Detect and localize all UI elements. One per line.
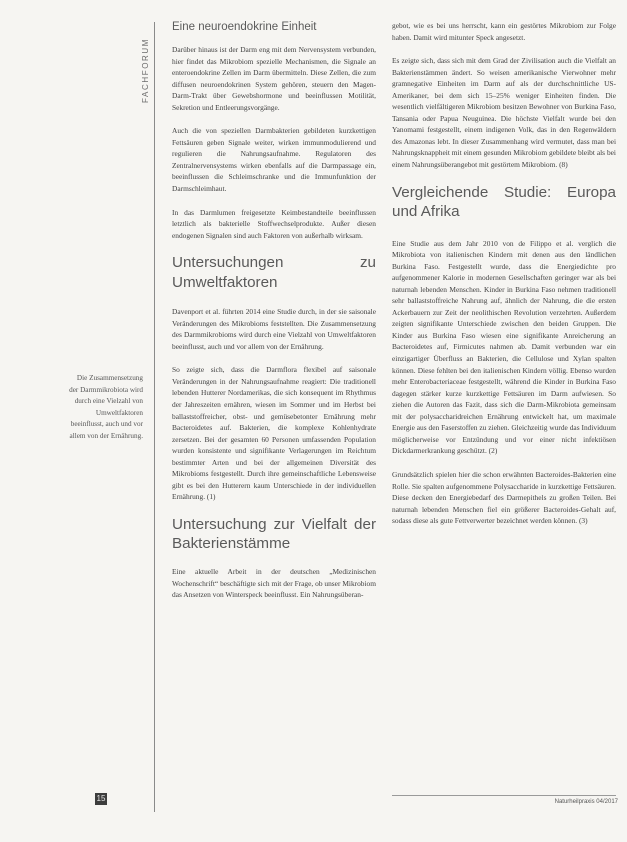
- left-text-column: [172, 20, 376, 613]
- paragraph: Darüber hinaus ist der Darm eng mit dem Nervensystem verbunden, hier findet das Mikrobiom spezielle Mechanismen, die Signale an enteroendokrine Zellen im Darm übermitteln. Diese Zellen, die zum diffusen neuroendokrinen System gehören, steuern den Magen-Darm-Trakt über Gewebshormone und beeinflussen Motilität, Sekretion und Entleerungsvorgänge.: [172, 45, 376, 112]
- paragraph: gebot, wie es bei uns herrscht, kann ein gestörtes Mikrobiom zur Folge haben. Damit wird mitunter Speck angesetzt.: [392, 21, 616, 42]
- paragraph: Es zeigte sich, dass sich mit dem Grad der Zivilisation auch die Vielfalt an Bakterienstämmen ändert. So weisen amerikanische Vierwohner mehr gramnegative Einheiten im Darm auf als der durchschnittliche US-Amerikaner, bei dem sich 15–25% weniger Einheiten finden. Die wesentlich vielfältigeren Mikrobiom besitzen Bewohner von Burkina Faso, Tansania oder Papua Neuguinea. Die höchste Vielfalt wurde bei den Yanomami festgestellt, einem indigenen Volk, das in den Regenwäldern des Amazonas lebt. In dieser Zusammenhang wird vermutet, dass man bei Nahrungsknappheit mit einem gesunden Mikrobiom gebildete bleibt als bei einem Nahrungsüberangebot mit gestörtem Mikrobiom. (8): [392, 56, 616, 170]
- paragraph: Davenport et al. führten 2014 eine Studie durch, in der sie saisonale Veränderungen des Mikrobioms feststellten. Die Zusammensetzung des Darmmikrobioms wird durch eine Vielzahl von Umweltfaktoren beeinflusst, auch und vor allem von der Ernährung.: [172, 307, 376, 351]
- heading-environment-factors: Untersuchungen zu Umweltfaktoren: [172, 254, 376, 291]
- margin-note: Die Zusammensetzung der Darmmikrobiota wird durch eine Vielzahl von Umweltfaktoren beeinflusst, auch und vor allem von der Ernährung.: [69, 374, 143, 440]
- paragraph: So zeigte sich, dass die Darmflora flexibel auf saisonale Veränderungen in der Nahrungsaufnahme reagiert: Die traditionell lebenden Hutterer Nordamerikas, die sich konsequent im Rhythmus der Jahreszeiten ernähren, wiesen im Sommer und im Herbst bei ballaststoffreicher, obst- und gemüsebetonter Ernährung mehr Bacteroidetes auf. Bakterien, die komplexe Kohlenhydrate zersetzen. Bei der gesamten 60 Personen umfassenden Population wurden konsistente und signifikante Verlagerungen im Reichtum bestimmter Arten und bei der allgemeinen Diversität des Mikrobioms festgestellt. Durch ihre gemeinschaftliche Lebensweise gibt es bei den Hutterern kaum Unterschiede in der individuellen Ernährung. (1): [172, 365, 376, 502]
- heading-neuroendocrine: Eine neuroendokrine Einheit: [172, 21, 317, 33]
- right-text-column: [392, 20, 616, 539]
- heading-bacterial-diversity: Untersuchung zur Vielfalt der Bakterienstämme: [172, 515, 376, 553]
- paragraph: Eine aktuelle Arbeit in der deutschen „Medizinischen Wochenschrift“ beschäftigte sich mit der Frage, ob unser Mikrobiom das Ansetzen von Winterspeck beeinflusst. Ein Nahrungsüberan-: [172, 566, 376, 600]
- paragraph: Grundsätzlich spielen hier die schon erwähnten Bacteroides-Bakterien eine Rolle. Sie spalten aufgenommene Polysaccharide in kurzkettige Fettsäuren. Diese decken den Energiebedarf des Darmepithels zu großen Teilen. Bei naturnah lebenden Menschen fiel ein größerer Bacteroides-Gehalt auf, sodass diese als gute Fettverwerter bezeichnet werden können. (3): [392, 469, 616, 526]
- paragraph: Auch die von speziellen Darmbakterien gebildeten kurzkettigen Fettsäuren geben Signale weiter, wirken immunmodulierend und regulieren die Nahrungsaufnahme. Regulatoren des Zentralnervensystems wirken ebenfalls auf die Darmpassage ein, beeinflussen die Schleimschranke und die Immunfunktion der Darmschleimhaut.: [172, 126, 376, 194]
- heading-comparative-study: Vergleichende Studie: Europa und Afrika: [392, 183, 616, 221]
- footer-rule: [392, 795, 616, 796]
- section-tag: FACHFORUM: [141, 37, 150, 103]
- paragraph: Eine Studie aus dem Jahr 2010 von de Filippo et al. verglich die Mikrobiota von italienischen Kindern mit denen aus den ländlichen Burkina Faso. Festgestellt wurde, dass die Energiedichte pro aufgenommener Kalorie in modernen Gesellschaften geringer war als bei naturnah lebenden Menschen. Kinder in Burkina Faso nehmen traditionell sehr ballaststoffreiche Nahrung auf, ähnlich der Nahrung, die die ersten Ackerbauern zur Zeit der neolithischen Revolution verzehrten. Außerdem zeigten signifikante Unterschiede zwischen den beiden Gruppen. Die Kinder aus Burkina Faso wiesen eine signifikante Anreicherung an Bacteroidetes auf, Firmicutes nahmen ab. Damit verbunden war ein einzigartiger Überfluss an Bakterien, die Cellulose und Xylan spalten können. Diese fehlten bei den italienischen Kindern völlig. Ebenso wurden mehr Enterobacteriaceae festgestellt, während die Kinder in Burkina Faso dagegen stärker kurze kurzkettige Fettsäuren im Darm aufwiesen. So ziehen die Autoren das Fazit, dass sich die Darm-Mikrobiota gemeinsam mit der polysaccharidreichen Ernährung entwickelt hat, um maximale Energie aus den Faserstoffen zu ziehen. Gleichzeitig wurde das Individuum möglicherweise vor Entzündung und vor einer nicht infektiösen Dickdarmerkrankung geschützt. (2): [392, 238, 616, 456]
- column-divider: [154, 22, 155, 812]
- page-number-icon: 15: [96, 794, 106, 803]
- paragraph: In das Darmlumen freigesetzte Keimbestandteile beeinflussen letztlich als bakterielle Stoffwechselprodukte. Außer diesen endogenen Signalen sind auch Faktoren von außerhalb wirksam.: [172, 207, 376, 240]
- journal-footer: Naturheilpraxis 04/2017: [554, 799, 618, 805]
